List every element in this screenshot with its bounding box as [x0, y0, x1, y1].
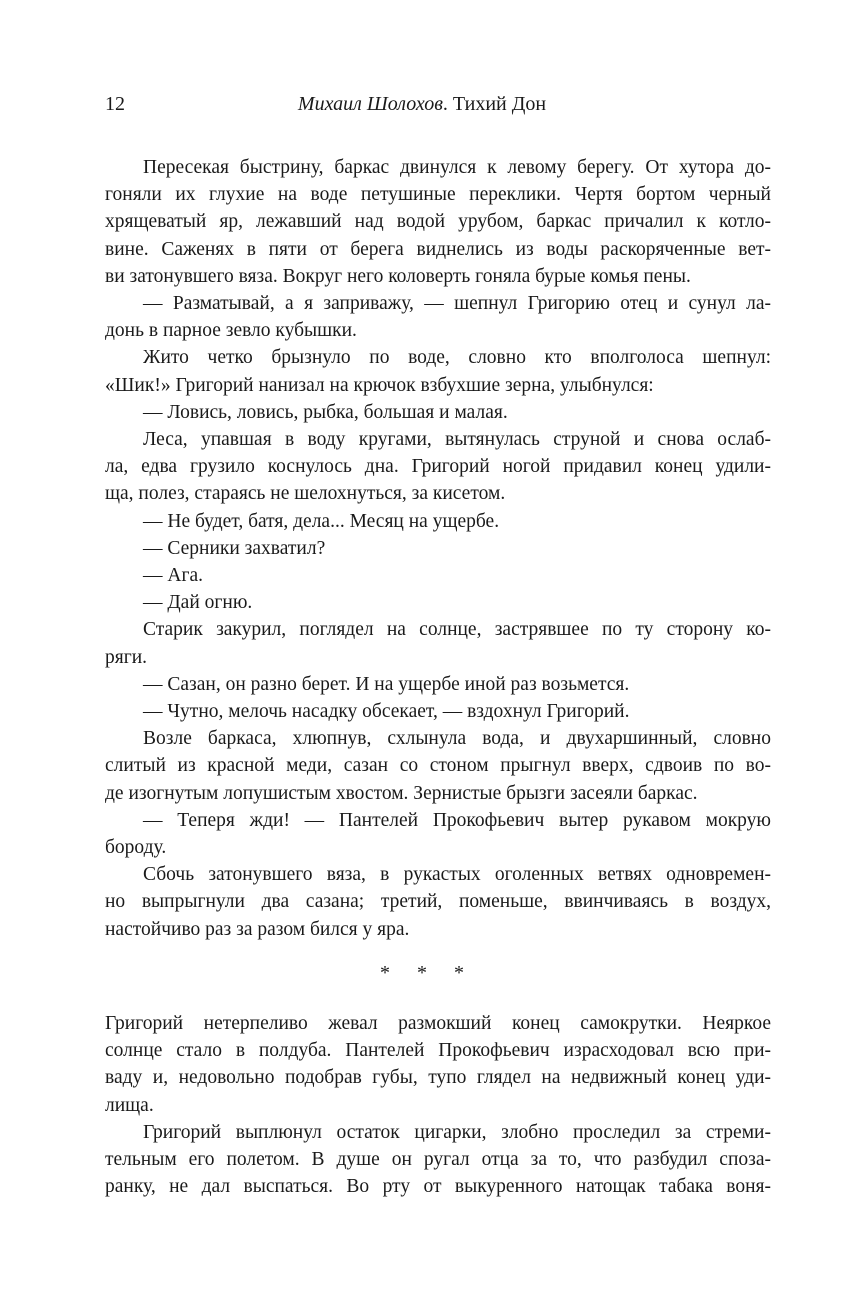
text-line: — Дай огню.	[143, 592, 253, 614]
text-line: ряги.	[105, 646, 148, 668]
text-line: — Ага.	[143, 565, 203, 586]
text-line: ранку, не дал выспаться. Во рту от выкуренного натощак табака воня-	[105, 1176, 771, 1198]
text-line: лища.	[105, 1094, 154, 1116]
text-line: — Чутно, мелочь насадку обсекает, — вздохнул Григорий.	[143, 701, 630, 722]
running-head	[0, 92, 844, 116]
text-line: ваду и, недовольно подобрав губы, тупо глядел на недвижный конец уди-	[105, 1067, 771, 1089]
text-line: донь в парное зевло кубышки.	[105, 320, 357, 342]
text-line: бороду.	[105, 837, 167, 858]
text-line: — Серники захватил?	[143, 537, 326, 559]
text-line: вине. Саженях в пяти от берега виднелись из воды раскоряченные вет-	[105, 238, 771, 260]
text-line: Жито четко брызнуло по воде, словно кто вполголоса шепнул:	[143, 347, 771, 369]
text-line: — Не будет, батя, дела... Месяц на ущербе.	[143, 510, 500, 532]
section-separator: * * *	[380, 962, 464, 984]
text-line: тельным его полетом. В душе он ругал отца за то, что разбудил споза-	[105, 1149, 771, 1170]
text-line: — Ловись, ловись, рыбка, большая и малая.	[143, 401, 508, 423]
page-number: 12	[105, 93, 125, 115]
text-line: де изогнутым лопушистым хвостом. Зернистые брызги засеяли баркас.	[105, 782, 698, 804]
text-line: слитый из красной меди, сазан со стоном прыгнул вверх, сдвоив по во-	[105, 755, 771, 777]
text-line: Старик закурил, поглядел на солнце, застрявшее по ту сторону ко-	[143, 619, 771, 641]
text-line: настойчиво раз за разом бился у яра.	[105, 918, 410, 940]
text-line: ща, полез, стараясь не шелохнуться, за кисетом.	[105, 483, 506, 505]
text-line: Леса, упавшая в воду кругами, вытянулась струной и снова ослаб-	[143, 429, 771, 450]
text-line: — Теперя жди! — Пантелей Прокофьевич вытер рукавом мокрую	[143, 809, 771, 831]
book-title: . Тихий Дон	[442, 93, 547, 115]
text-line: Пересекая быстрину, баркас двинулся к левому берегу. От хутора до-	[143, 157, 771, 178]
text-line: гоняли их глухие на воде петушиные переклики. Чертя бортом черный	[105, 184, 771, 206]
text-line: ла, едва грузило коснулось дна. Григорий ногой придавил конец удили-	[105, 456, 771, 478]
text-line: — Сазан, он разно берет. И на ущербе иной раз возьмется.	[143, 673, 630, 695]
text-line: Григорий нетерпеливо жевал размокший конец самокрутки. Неяркое	[105, 1013, 771, 1034]
text-line: Возле баркаса, хлюпнув, схлынула вода, и двухаршинный, словно	[143, 728, 771, 750]
author-name: Михаил Шолохов	[297, 93, 443, 115]
text-line: Григорий выплюнул остаток цигарки, злобно проследил за стреми-	[143, 1121, 771, 1143]
text-line: ви затонувшего вяза. Вокруг него коловерть гоняла бурые комья пены.	[105, 265, 691, 287]
text-line: солнце стало в полдуба. Пантелей Прокофьевич израсходовал всю при-	[105, 1040, 771, 1062]
text-line: Сбочь затонувшего вяза, в рукастых оголенных ветвях одновремен-	[143, 864, 771, 886]
text-line: но выпрыгнули два сазана; третий, поменьше, ввинчиваясь в воздух,	[105, 891, 771, 913]
text-line: хрящеватый яр, лежавший над водой урубом, баркас причалил к котло-	[105, 211, 771, 233]
text-line: — Разматывай, а я заприважу, — шепнул Григорию отец и сунул ла-	[143, 293, 771, 314]
text-line: «Шик!» Григорий нанизал на крючок взбухшие зерна, улыбнулся:	[105, 374, 654, 396]
